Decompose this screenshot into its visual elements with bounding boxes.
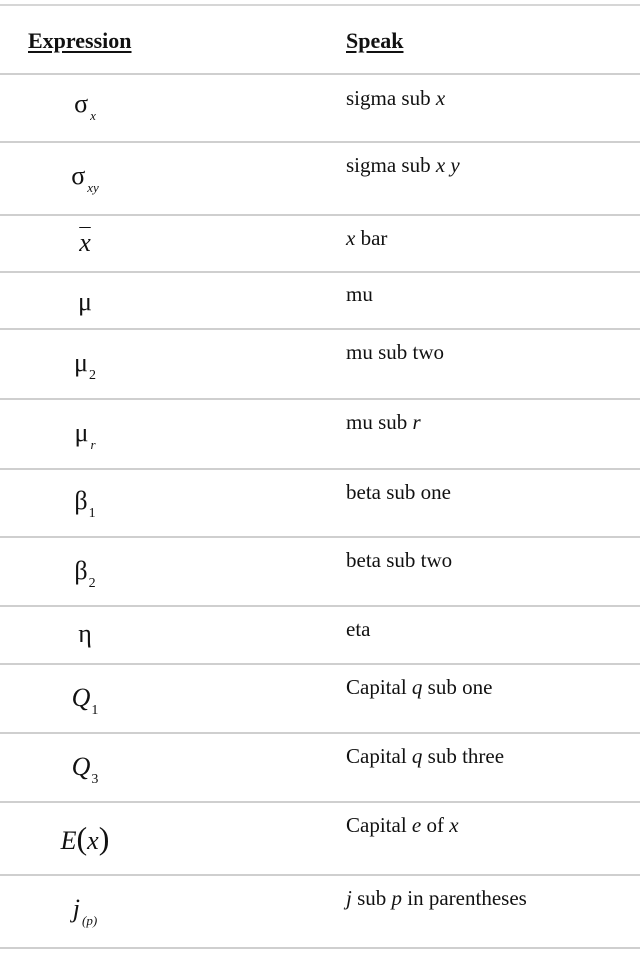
speak-cell: beta sub one <box>346 480 451 504</box>
expression-cell: σ $_{xy}$ <box>71 161 99 195</box>
expression-cell: $\beta_2$ <box>74 556 96 591</box>
header-row <box>0 6 640 75</box>
expression-cell: μ <box>78 287 92 316</box>
speak-cell: j sub p in parentheses <box>346 886 527 910</box>
table-row <box>0 665 640 734</box>
expression-cell: σ $_x$ <box>74 89 96 123</box>
table-row <box>0 75 640 143</box>
expression-cell: $Q_3$ <box>71 752 99 787</box>
table-row <box>0 876 640 949</box>
speak-cell: sigma sub x y <box>346 153 460 177</box>
table-row <box>0 734 640 803</box>
table-row <box>0 470 640 538</box>
expression-cell: $\mu_2$ <box>74 348 96 383</box>
speak-cell: mu sub r <box>346 410 421 434</box>
speak-cell: Capital q sub three <box>346 744 505 768</box>
speak-cell: mu <box>346 282 373 306</box>
table-row <box>0 273 640 330</box>
table-row <box>0 607 640 665</box>
table-row <box>0 803 640 876</box>
expression-cell: $\overline{x}$ <box>79 228 91 257</box>
speak-cell: x bar <box>346 226 388 250</box>
speak-cell: Capital q sub one <box>346 675 493 699</box>
table-row <box>0 330 640 400</box>
table-row <box>0 216 640 273</box>
speak-cell: beta sub two <box>346 548 453 572</box>
speak-cell: Capital e of x <box>346 813 459 837</box>
expression-heading: Expression <box>28 28 132 53</box>
expression-cell: $Q_1$ <box>71 683 99 718</box>
table-row <box>0 143 640 216</box>
expression-cell: η <box>78 619 92 648</box>
expression-cell: j $_{(p)}$ <box>72 894 98 928</box>
table-row <box>0 400 640 470</box>
expression-cell: E(x) <box>60 820 110 856</box>
speak-cell: eta <box>346 617 371 641</box>
speak-cell: sigma sub x <box>346 86 446 110</box>
speak-cell: mu sub two <box>346 340 445 364</box>
expression-cell: $\beta_1$ <box>74 486 96 521</box>
table-row <box>0 538 640 607</box>
speak-heading: Speak <box>346 28 404 53</box>
expression-cell: μ $_r$ <box>74 418 96 452</box>
